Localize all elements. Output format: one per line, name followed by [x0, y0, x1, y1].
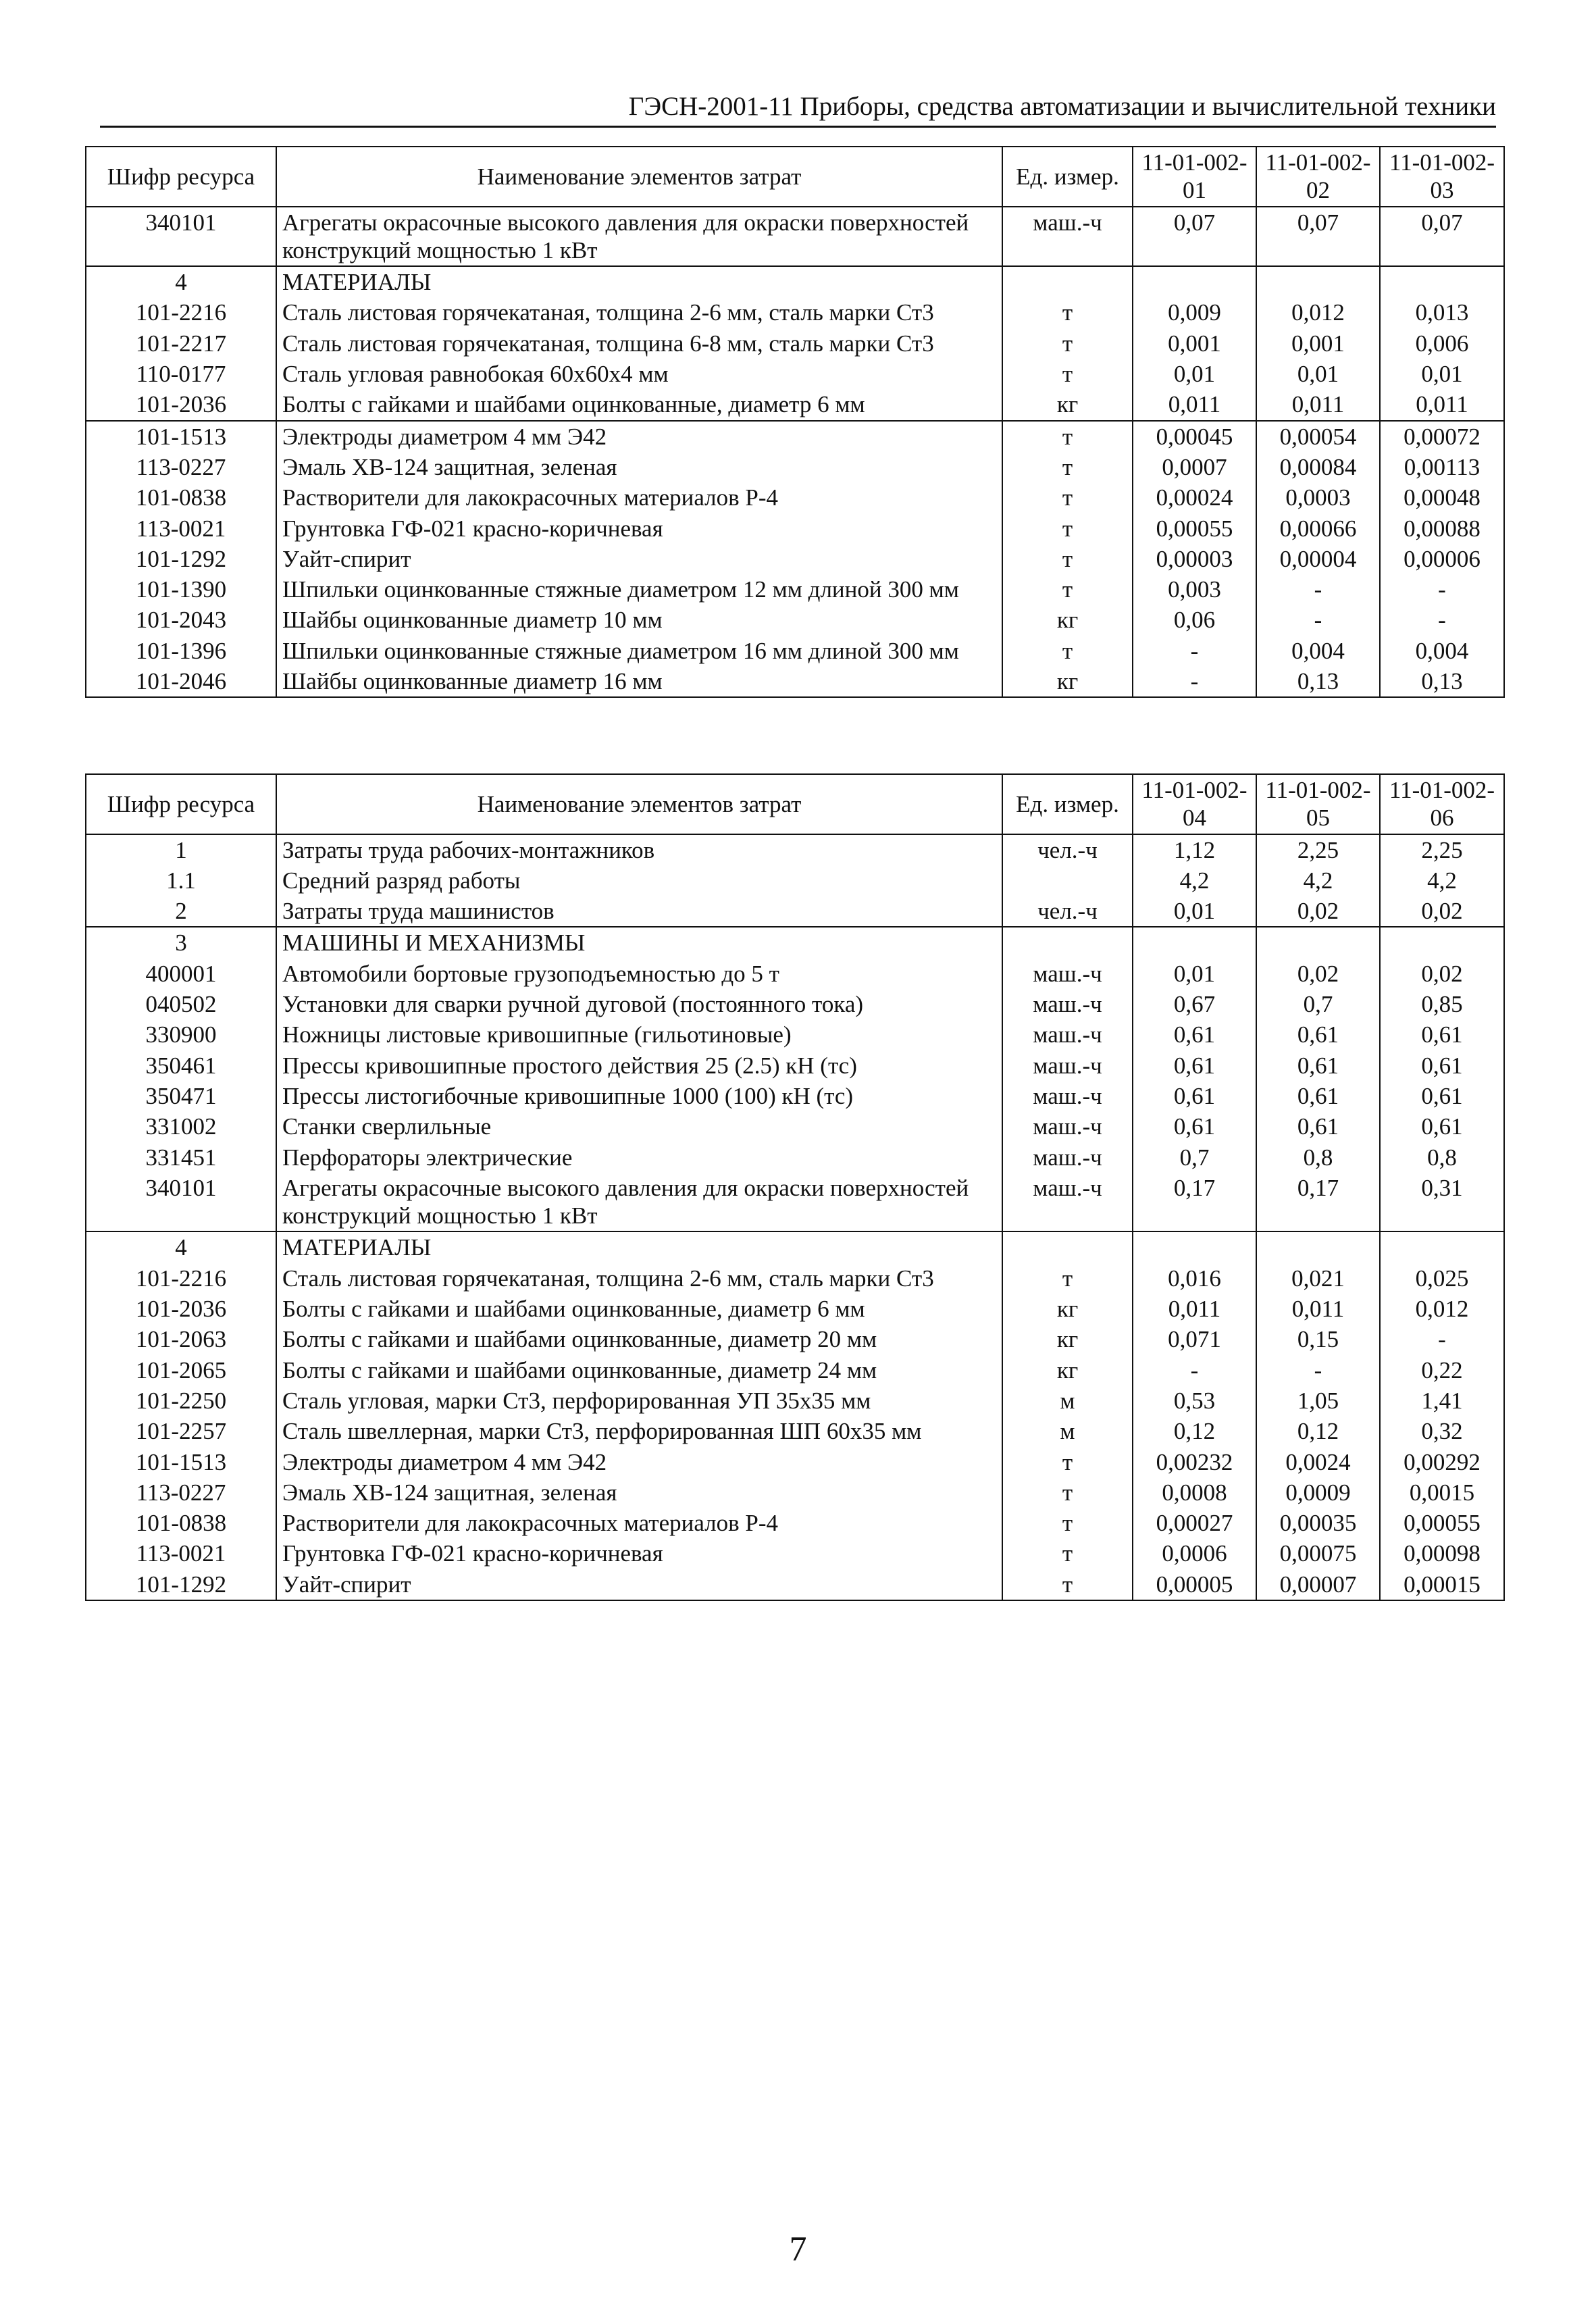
col-header-name: Наименование элементов затрат [276, 147, 1002, 207]
code-cell: 101-2216 [86, 1263, 276, 1294]
table-header-row [86, 147, 1504, 207]
value-cell: 0,00006 [1380, 544, 1504, 574]
code-cell: 113-0227 [86, 1477, 276, 1508]
col-header-norm-1: 11-01-002-04 [1133, 774, 1256, 834]
table-row [86, 544, 1504, 574]
table-row [86, 1050, 1504, 1081]
code-cell: 113-0021 [86, 513, 276, 544]
name-cell: Установки для сварки ручной дуговой (постоянного тока) [276, 989, 1002, 1019]
value-cell: 0,00048 [1380, 482, 1504, 513]
unit-cell: маш.-ч [1002, 1081, 1133, 1111]
value-cell: 0,02 [1380, 959, 1504, 989]
value-cell: 0,025 [1380, 1263, 1504, 1294]
value-cell: 0,00113 [1380, 452, 1504, 482]
col-header-norm-3: 11-01-002-06 [1380, 774, 1504, 834]
code-cell: 2 [86, 896, 276, 927]
code-cell: 330900 [86, 1019, 276, 1050]
unit-cell: т [1002, 421, 1133, 452]
value-cell: 0,53 [1133, 1386, 1256, 1416]
unit-cell: кг [1002, 605, 1133, 635]
value-cell: 0,071 [1133, 1324, 1256, 1354]
name-cell: Болты с гайками и шайбами оцинкованные, диаметр 6 мм [276, 389, 1002, 420]
name-cell: Затраты труда рабочих-монтажников [276, 834, 1002, 865]
code-cell: 101-2257 [86, 1416, 276, 1446]
table-row [86, 1538, 1504, 1569]
name-cell: Агрегаты окрасочные высокого давления для окраски поверхностей конструкций мощностью 1 кВт [276, 1173, 1002, 1232]
code-cell: 340101 [86, 1173, 276, 1232]
unit-cell: т [1002, 1538, 1133, 1569]
value-cell: 0,7 [1256, 989, 1380, 1019]
value-cell: 0,85 [1380, 989, 1504, 1019]
table-header-row [86, 774, 1504, 834]
value-cell: 0,02 [1256, 896, 1380, 927]
value-cell: 0,00072 [1380, 421, 1504, 452]
value-cell: 0,31 [1380, 1173, 1504, 1232]
value-cell: 0,00098 [1380, 1538, 1504, 1569]
code-cell: 101-2250 [86, 1386, 276, 1416]
code-cell: 101-2065 [86, 1355, 276, 1386]
value-cell: - [1380, 574, 1504, 605]
col-header-norm-2: 11-01-002-02 [1256, 147, 1380, 207]
code-cell: 400001 [86, 959, 276, 989]
value-cell: 0,13 [1380, 666, 1504, 697]
table-row [86, 1081, 1504, 1111]
value-cell: 0,00045 [1133, 421, 1256, 452]
table-row [86, 1111, 1504, 1142]
unit-cell: кг [1002, 666, 1133, 697]
code-cell: 101-2046 [86, 666, 276, 697]
value-cell: 0,12 [1256, 1416, 1380, 1446]
table-row [86, 359, 1504, 389]
value-cell: 0,01 [1380, 359, 1504, 389]
table-row [86, 452, 1504, 482]
name-cell: Растворители для лакокрасочных материалов Р-4 [276, 482, 1002, 513]
value-cell: 0,004 [1380, 636, 1504, 666]
unit-cell: кг [1002, 1294, 1133, 1324]
table-row [86, 989, 1504, 1019]
table-row [86, 1294, 1504, 1324]
table-row [86, 1324, 1504, 1354]
table-row [86, 1447, 1504, 1477]
value-cell [1256, 266, 1380, 297]
value-cell: 0,009 [1133, 297, 1256, 328]
name-cell: Болты с гайками и шайбами оцинкованные, диаметр 20 мм [276, 1324, 1002, 1354]
table-row [86, 959, 1504, 989]
value-cell: 0,0015 [1380, 1477, 1504, 1508]
code-cell: 040502 [86, 989, 276, 1019]
value-cell: 0,61 [1256, 1081, 1380, 1111]
unit-cell: т [1002, 297, 1133, 328]
unit-cell [1002, 865, 1133, 896]
value-cell: 0,011 [1133, 1294, 1256, 1324]
value-cell: 0,00003 [1133, 544, 1256, 574]
unit-cell: т [1002, 1447, 1133, 1477]
table-row [86, 1142, 1504, 1173]
table-row [86, 1569, 1504, 1600]
value-cell: 0,22 [1380, 1355, 1504, 1386]
unit-cell [1002, 927, 1133, 958]
unit-cell: маш.-ч [1002, 1050, 1133, 1081]
code-cell: 3 [86, 927, 276, 958]
table-row [86, 1386, 1504, 1416]
name-cell: Автомобили бортовые грузоподъемностью до 5 т [276, 959, 1002, 989]
value-cell: 0,12 [1133, 1416, 1256, 1446]
unit-cell: кг [1002, 389, 1133, 420]
value-cell: 0,0007 [1133, 452, 1256, 482]
value-cell: 0,8 [1380, 1142, 1504, 1173]
name-cell: Болты с гайками и шайбами оцинкованные, диаметр 24 мм [276, 1355, 1002, 1386]
value-cell: 0,00015 [1380, 1569, 1504, 1600]
value-cell: 0,00054 [1256, 421, 1380, 452]
code-cell: 101-1390 [86, 574, 276, 605]
name-cell: Ножницы листовые кривошипные (гильотиновые) [276, 1019, 1002, 1050]
unit-cell: маш.-ч [1002, 1173, 1133, 1232]
value-cell: 4,2 [1256, 865, 1380, 896]
unit-cell: маш.-ч [1002, 1111, 1133, 1142]
value-cell: 0,0006 [1133, 1538, 1256, 1569]
name-cell: Затраты труда машинистов [276, 896, 1002, 927]
unit-cell: маш.-ч [1002, 959, 1133, 989]
value-cell: 0,00088 [1380, 513, 1504, 544]
unit-cell: т [1002, 359, 1133, 389]
value-cell: 0,0003 [1256, 482, 1380, 513]
value-cell: 0,013 [1380, 297, 1504, 328]
page-header: ГЭСН-2001-11 Приборы, средства автоматизации и вычислительной техники [100, 88, 1496, 128]
value-cell [1256, 1231, 1380, 1263]
name-cell: Уайт-спирит [276, 1569, 1002, 1600]
value-cell: 4,2 [1133, 865, 1256, 896]
value-cell: 0,32 [1380, 1416, 1504, 1446]
value-cell: 0,0008 [1133, 1477, 1256, 1508]
table-row [86, 605, 1504, 635]
value-cell: 0,07 [1133, 207, 1256, 267]
code-cell: 113-0021 [86, 1538, 276, 1569]
value-cell: 0,01 [1256, 359, 1380, 389]
code-cell: 101-2063 [86, 1324, 276, 1354]
value-cell: 0,004 [1256, 636, 1380, 666]
table-row [86, 421, 1504, 452]
table-row [86, 1477, 1504, 1508]
name-cell: Сталь угловая равнобокая 60x60x4 мм [276, 359, 1002, 389]
table-row [86, 1173, 1504, 1232]
name-cell: Сталь швеллерная, марки Ст3, перфорированная ШП 60x35 мм [276, 1416, 1002, 1446]
name-cell: Станки сверлильные [276, 1111, 1002, 1142]
table-row [86, 896, 1504, 927]
table-row [86, 834, 1504, 865]
value-cell: 0,001 [1256, 328, 1380, 359]
value-cell [1380, 266, 1504, 297]
unit-cell: кг [1002, 1324, 1133, 1354]
value-cell [1380, 1231, 1504, 1263]
value-cell: 0,00004 [1256, 544, 1380, 574]
table-row [86, 1263, 1504, 1294]
value-cell: - [1380, 1324, 1504, 1354]
code-cell: 110-0177 [86, 359, 276, 389]
value-cell: 0,00027 [1133, 1508, 1256, 1538]
value-cell [1133, 927, 1256, 958]
unit-cell: т [1002, 513, 1133, 544]
value-cell [1133, 1231, 1256, 1263]
value-cell [1256, 927, 1380, 958]
value-cell: 0,016 [1133, 1263, 1256, 1294]
code-cell: 101-1513 [86, 421, 276, 452]
table-row [86, 328, 1504, 359]
code-cell: 340101 [86, 207, 276, 267]
value-cell: 0,61 [1256, 1050, 1380, 1081]
unit-cell: маш.-ч [1002, 1142, 1133, 1173]
name-cell: Прессы листогибочные кривошипные 1000 (100) кН (тс) [276, 1081, 1002, 1111]
table-row [86, 666, 1504, 697]
resource-table-1 [85, 146, 1505, 698]
table-row [86, 865, 1504, 896]
unit-cell: т [1002, 636, 1133, 666]
value-cell: 0,011 [1256, 1294, 1380, 1324]
value-cell: 0,00055 [1380, 1508, 1504, 1538]
col-header-norm-2: 11-01-002-05 [1256, 774, 1380, 834]
code-cell: 101-2216 [86, 297, 276, 328]
code-cell: 101-0838 [86, 482, 276, 513]
value-cell: 0,011 [1256, 389, 1380, 420]
section-row [86, 927, 1504, 958]
value-cell: 0,00005 [1133, 1569, 1256, 1600]
unit-cell: м [1002, 1416, 1133, 1446]
unit-cell: т [1002, 574, 1133, 605]
name-cell: Прессы кривошипные простого действия 25 (2.5) кН (тс) [276, 1050, 1002, 1081]
name-cell: Сталь угловая, марки Ст3, перфорированная УП 35x35 мм [276, 1386, 1002, 1416]
unit-cell: т [1002, 482, 1133, 513]
code-cell: 1 [86, 834, 276, 865]
section-row [86, 1231, 1504, 1263]
value-cell: 0,06 [1133, 605, 1256, 635]
code-cell: 331451 [86, 1142, 276, 1173]
value-cell: 0,61 [1380, 1111, 1504, 1142]
name-cell: Сталь листовая горячекатаная, толщина 6-8 мм, сталь марки Ст3 [276, 328, 1002, 359]
col-header-unit: Ед. измер. [1002, 147, 1133, 207]
value-cell: 0,61 [1380, 1019, 1504, 1050]
name-cell: Шайбы оцинкованные диаметр 16 мм [276, 666, 1002, 697]
value-cell: 0,07 [1256, 207, 1380, 267]
value-cell: 0,8 [1256, 1142, 1380, 1173]
value-cell: 0,7 [1133, 1142, 1256, 1173]
name-cell: Перфораторы электрические [276, 1142, 1002, 1173]
value-cell: 0,006 [1380, 328, 1504, 359]
value-cell: 0,011 [1380, 389, 1504, 420]
value-cell: 1,41 [1380, 1386, 1504, 1416]
value-cell: 1,12 [1133, 834, 1256, 865]
table-row [86, 297, 1504, 328]
value-cell: 0,01 [1133, 959, 1256, 989]
col-header-code: Шифр ресурса [86, 147, 276, 207]
value-cell: 0,17 [1256, 1173, 1380, 1232]
table-row [86, 1416, 1504, 1446]
value-cell: 2,25 [1256, 834, 1380, 865]
value-cell: 0,01 [1133, 359, 1256, 389]
unit-cell: т [1002, 452, 1133, 482]
value-cell: 0,61 [1256, 1019, 1380, 1050]
value-cell: 0,00035 [1256, 1508, 1380, 1538]
value-cell: - [1256, 605, 1380, 635]
name-cell: Электроды диаметром 4 мм Э42 [276, 1447, 1002, 1477]
value-cell: - [1133, 636, 1256, 666]
col-header-unit: Ед. измер. [1002, 774, 1133, 834]
value-cell [1133, 266, 1256, 297]
unit-cell: т [1002, 1477, 1133, 1508]
value-cell: 0,07 [1380, 207, 1504, 267]
code-cell: 101-1513 [86, 1447, 276, 1477]
unit-cell: чел.-ч [1002, 896, 1133, 927]
name-cell: Агрегаты окрасочные высокого давления для окраски поверхностей конструкций мощностью 1 кВт [276, 207, 1002, 267]
value-cell: - [1380, 605, 1504, 635]
value-cell: 0,61 [1133, 1111, 1256, 1142]
value-cell: 0,00232 [1133, 1447, 1256, 1477]
value-cell: 0,61 [1133, 1081, 1256, 1111]
name-cell: Сталь листовая горячекатаная, толщина 2-6 мм, сталь марки Ст3 [276, 297, 1002, 328]
value-cell: - [1256, 1355, 1380, 1386]
unit-cell [1002, 266, 1133, 297]
code-cell: 350471 [86, 1081, 276, 1111]
name-cell: Грунтовка ГФ-021 красно-коричневая [276, 513, 1002, 544]
name-cell: Средний разряд работы [276, 865, 1002, 896]
code-cell: 4 [86, 1231, 276, 1263]
code-cell: 101-1292 [86, 544, 276, 574]
name-cell: МАШИНЫ И МЕХАНИЗМЫ [276, 927, 1002, 958]
value-cell: - [1133, 1355, 1256, 1386]
unit-cell: маш.-ч [1002, 207, 1133, 267]
value-cell: 2,25 [1380, 834, 1504, 865]
table-row [86, 207, 1504, 267]
value-cell: 0,13 [1256, 666, 1380, 697]
name-cell: Электроды диаметром 4 мм Э42 [276, 421, 1002, 452]
code-cell: 101-2043 [86, 605, 276, 635]
value-cell: 0,02 [1256, 959, 1380, 989]
code-cell: 101-2217 [86, 328, 276, 359]
value-cell: 0,61 [1256, 1111, 1380, 1142]
value-cell: - [1256, 574, 1380, 605]
code-cell: 101-1396 [86, 636, 276, 666]
resource-table-2 [85, 773, 1505, 1601]
value-cell: 0,00066 [1256, 513, 1380, 544]
value-cell: - [1133, 666, 1256, 697]
unit-cell: маш.-ч [1002, 1019, 1133, 1050]
unit-cell: т [1002, 1569, 1133, 1600]
value-cell: 0,012 [1256, 297, 1380, 328]
col-header-name: Наименование элементов затрат [276, 774, 1002, 834]
name-cell: Сталь листовая горячекатаная, толщина 2-6 мм, сталь марки Ст3 [276, 1263, 1002, 1294]
table-row [86, 574, 1504, 605]
col-header-norm-3: 11-01-002-03 [1380, 147, 1504, 207]
value-cell: 0,61 [1380, 1081, 1504, 1111]
name-cell: МАТЕРИАЛЫ [276, 1231, 1002, 1263]
name-cell: Эмаль ХВ-124 защитная, зеленая [276, 452, 1002, 482]
unit-cell: т [1002, 328, 1133, 359]
unit-cell: т [1002, 1263, 1133, 1294]
table-row [86, 1019, 1504, 1050]
value-cell: 0,0024 [1256, 1447, 1380, 1477]
unit-cell: м [1002, 1386, 1133, 1416]
value-cell: 0,61 [1133, 1019, 1256, 1050]
table-row [86, 513, 1504, 544]
code-cell: 101-1292 [86, 1569, 276, 1600]
table-row [86, 1508, 1504, 1538]
code-cell: 350461 [86, 1050, 276, 1081]
value-cell: 0,012 [1380, 1294, 1504, 1324]
value-cell: 0,01 [1133, 896, 1256, 927]
value-cell [1380, 927, 1504, 958]
table-row [86, 482, 1504, 513]
value-cell: 0,021 [1256, 1263, 1380, 1294]
table-row [86, 636, 1504, 666]
page-number: 7 [789, 2230, 807, 2268]
value-cell: 0,67 [1133, 989, 1256, 1019]
name-cell: МАТЕРИАЛЫ [276, 266, 1002, 297]
name-cell: Уайт-спирит [276, 544, 1002, 574]
name-cell: Грунтовка ГФ-021 красно-коричневая [276, 1538, 1002, 1569]
value-cell: 0,61 [1380, 1050, 1504, 1081]
col-header-norm-1: 11-01-002-01 [1133, 147, 1256, 207]
code-cell: 101-0838 [86, 1508, 276, 1538]
unit-cell: т [1002, 1508, 1133, 1538]
table-row [86, 1355, 1504, 1386]
value-cell: 0,00024 [1133, 482, 1256, 513]
code-cell: 1.1 [86, 865, 276, 896]
value-cell: 0,003 [1133, 574, 1256, 605]
code-cell: 4 [86, 266, 276, 297]
value-cell: 0,02 [1380, 896, 1504, 927]
name-cell: Шайбы оцинкованные диаметр 10 мм [276, 605, 1002, 635]
unit-cell: маш.-ч [1002, 989, 1133, 1019]
code-cell: 101-2036 [86, 1294, 276, 1324]
code-cell: 113-0227 [86, 452, 276, 482]
unit-cell: кг [1002, 1355, 1133, 1386]
value-cell: 0,00075 [1256, 1538, 1380, 1569]
unit-cell: т [1002, 544, 1133, 574]
table-row [86, 389, 1504, 420]
value-cell: 0,00292 [1380, 1447, 1504, 1477]
name-cell: Шпильки оцинкованные стяжные диаметром 12 мм длиной 300 мм [276, 574, 1002, 605]
name-cell: Шпильки оцинкованные стяжные диаметром 16 мм длиной 300 мм [276, 636, 1002, 666]
name-cell: Растворители для лакокрасочных материалов Р-4 [276, 1508, 1002, 1538]
value-cell: 0,17 [1133, 1173, 1256, 1232]
value-cell: 0,00055 [1133, 513, 1256, 544]
unit-cell [1002, 1231, 1133, 1263]
value-cell: 0,00084 [1256, 452, 1380, 482]
value-cell: 0,011 [1133, 389, 1256, 420]
value-cell: 4,2 [1380, 865, 1504, 896]
section-row [86, 266, 1504, 297]
unit-cell: чел.-ч [1002, 834, 1133, 865]
value-cell: 0,00007 [1256, 1569, 1380, 1600]
name-cell: Болты с гайками и шайбами оцинкованные, диаметр 6 мм [276, 1294, 1002, 1324]
value-cell: 0,15 [1256, 1324, 1380, 1354]
code-cell: 331002 [86, 1111, 276, 1142]
value-cell: 0,61 [1133, 1050, 1256, 1081]
code-cell: 101-2036 [86, 389, 276, 420]
value-cell: 0,0009 [1256, 1477, 1380, 1508]
name-cell: Эмаль ХВ-124 защитная, зеленая [276, 1477, 1002, 1508]
value-cell: 0,001 [1133, 328, 1256, 359]
col-header-code: Шифр ресурса [86, 774, 276, 834]
value-cell: 1,05 [1256, 1386, 1380, 1416]
